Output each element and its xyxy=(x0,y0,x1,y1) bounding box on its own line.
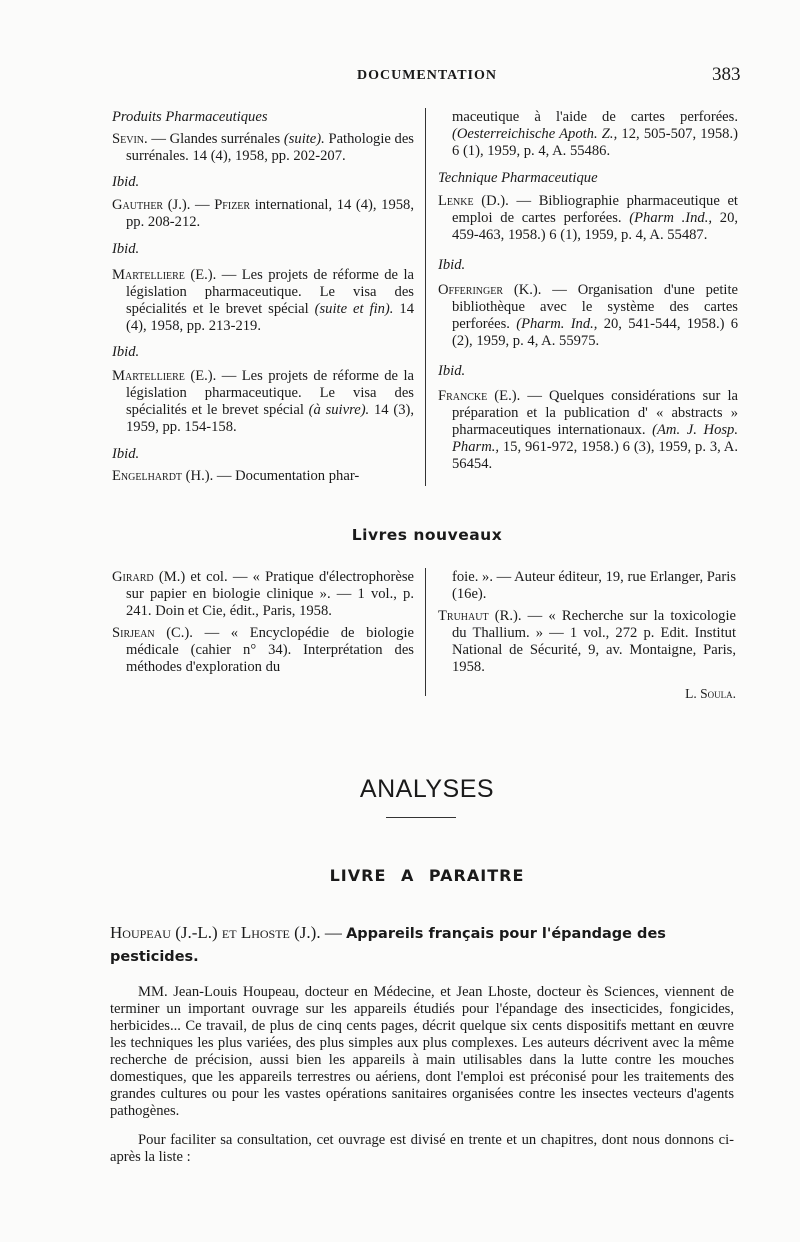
documentation-right-column xyxy=(438,109,738,473)
column-divider xyxy=(425,568,426,696)
ref-text: (J.). — xyxy=(163,197,215,213)
book-entry xyxy=(438,608,736,676)
ref-text: international, 14 (4), 1958, pp. 208-212. xyxy=(126,197,414,230)
reference-entry xyxy=(112,197,414,231)
ref-text: Pathologie des surrénales. 14 (4), 1958, pp. 202-207. xyxy=(126,131,414,164)
ref-text: 15, 961-972, 1958.) 6 (3), 1959, p. 3, A. 56454. xyxy=(452,439,738,472)
book-entry xyxy=(438,569,736,603)
ref-italic: (Pharm .Ind., xyxy=(629,210,713,226)
analyses-title: ANALYSES xyxy=(359,775,495,803)
author: Sevin. xyxy=(112,131,148,147)
ref-text: 20, 459-463, 1958.) 6 (1), 1959, p. 4, A. 55487. xyxy=(452,210,739,243)
reference-entry xyxy=(438,282,738,350)
author: Martelliere xyxy=(112,368,185,384)
documentation-left-column xyxy=(112,109,414,485)
author: Offeringer xyxy=(438,282,503,298)
ref-text: 14 (4), 1958, pp. 213-219. xyxy=(126,301,414,334)
reference-entry xyxy=(438,109,738,160)
column-divider xyxy=(425,108,426,486)
analysis-paragraph: MM. Jean-Louis Houpeau, docteur en Médecine, et Jean Lhoste, docteur ès Sciences, viennent de terminer un important ouvrage sur les appareils étudiés pour l'épandage des insecticides, fongicides, herbicides... Ce travail, de plus de cinq cents pages, décrit quelque six cents dispositifs mettant en œuvre les techniques les plus variées, des plus simples aux plus complexes. Les auteurs décrivent avec la même recherche de précision, aussi bien les appareils à main utilisables dans la lutte contre les mouches domestiques, que les appareils terrestres ou aériens, dont l'emploi est préconisé pour les traitements des grandes cultures ou pour les vastes opérations sanitaires organisées contre les insectes vecteurs d'agents pathogènes. xyxy=(110,984,734,1119)
ref-italic: (à suivre). xyxy=(308,402,370,418)
reference-entry xyxy=(112,468,414,485)
ref-italic: (suite et fin). xyxy=(314,301,394,317)
analysis-entry-title xyxy=(110,922,736,968)
livre-a-paraitre-title: LIVRE A PARAITRE xyxy=(329,866,525,885)
ref-italic: (suite). xyxy=(283,131,325,147)
livres-left-column xyxy=(112,569,414,676)
running-title: DOCUMENTATION xyxy=(356,68,498,83)
reference-entry xyxy=(438,388,738,473)
ref-text: (E.). — Quelques considérations sur la préparation et la publication d' « abstracts » pharmaceutiques internationaux. xyxy=(452,388,738,438)
ref-italic: (Pharm. Ind., xyxy=(516,316,598,332)
book-text: foie. ». — Auteur éditeur, 19, rue Erlanger, Paris (16e). xyxy=(452,569,736,602)
ref-italic: (Am. J. Hosp. Pharm., xyxy=(452,422,738,455)
book-text: (R.). — « Recherche sur la toxicologie du Thallium. » — 1 vol., 272 p. Edit. Institut National de Sécurité, 9, av. Montaigne, Paris, 1958. xyxy=(452,608,736,675)
section-heading: Ibid. xyxy=(112,174,140,190)
author: Truhaut xyxy=(438,608,489,624)
analysis-paragraph: Pour faciliter sa consultation, cet ouvrage est divisé en trente et un chapitres, dont nous donnons ci-après la liste : xyxy=(110,1132,734,1165)
book-text: (M.) et col. — « Pratique d'électrophorèse sur papier en biologie clinique ». — 1 vol., p. 241. Doin et Cie, édit., Paris, 1958. xyxy=(126,569,414,619)
book-entry xyxy=(112,569,414,620)
page-number: 383 xyxy=(712,64,741,85)
reference-entry xyxy=(112,267,414,335)
livres-right-column xyxy=(438,569,736,702)
livres-nouveaux-title: Livres nouveaux xyxy=(351,526,503,544)
ref-italic: (Oesterreichische Apoth. Z., xyxy=(452,126,618,142)
book-entry xyxy=(112,625,414,676)
ref-text: (K.). — Organisation d'une petite bibliothèque avec le système des cartes perforées. xyxy=(452,282,738,332)
author: Francke xyxy=(438,388,488,404)
ref-text: 14 (3), 1959, pp. 154-158. xyxy=(126,402,415,435)
reference-entry xyxy=(438,193,738,244)
signature: L. Soula. xyxy=(685,686,736,701)
author: Girard xyxy=(112,569,154,585)
section-heading: Ibid. xyxy=(438,257,466,273)
title-rule xyxy=(386,817,456,818)
section-heading: Ibid. xyxy=(112,446,140,462)
entry-book-title: Appareils français pour l'épandage des pesticides. xyxy=(110,926,666,965)
author: Engelhardt xyxy=(112,468,183,484)
section-heading: Ibid. xyxy=(112,241,140,257)
author: Lenke xyxy=(438,193,474,209)
ref-text: — Glandes surrénales xyxy=(147,131,284,147)
ref-text: 12, 505-507, 1958.) 6 (1), 1959, p. 4, A. 55486. xyxy=(452,126,738,159)
section-heading: Ibid. xyxy=(438,363,466,379)
reference-entry xyxy=(112,368,414,436)
ref-text: (E.). — Les projets de réforme de la législation pharmaceutique. Le visa des spécialités et le brevet spécial xyxy=(126,267,414,317)
ref-text: (D.). — Bibliographie pharmaceutique et emploi de cartes perforées. xyxy=(452,193,738,226)
ref-text: 20, 541-544, 1958.) 6 (2), 1959, p. 4, A. 55975. xyxy=(452,316,738,349)
reference-entry xyxy=(112,131,414,165)
section-heading: Technique Pharmaceutique xyxy=(438,170,598,186)
ref-text: maceutique à l'aide de cartes perforées. xyxy=(452,109,738,125)
ref-text: (H.). — Documentation phar- xyxy=(182,468,360,484)
entry-authors: Houpeau (J.-L.) et Lhoste (J.). — xyxy=(110,923,342,942)
ref-text: (E.). — Les projets de réforme de la législation pharmaceutique. Le visa des spécialités et le brevet spécial xyxy=(126,368,414,418)
ref-smallcaps: Pfizer xyxy=(214,197,251,213)
author: Gauther xyxy=(112,197,164,213)
author: Sirjean xyxy=(112,625,155,641)
book-text: (C.). — « Encyclopédie de biologie médicale (cahier n° 34). Interprétation des méthodes d'exploration du xyxy=(126,625,414,675)
author: Martelliere xyxy=(112,267,185,283)
section-heading: Produits Pharmaceutiques xyxy=(112,109,268,125)
section-heading: Ibid. xyxy=(112,344,140,360)
